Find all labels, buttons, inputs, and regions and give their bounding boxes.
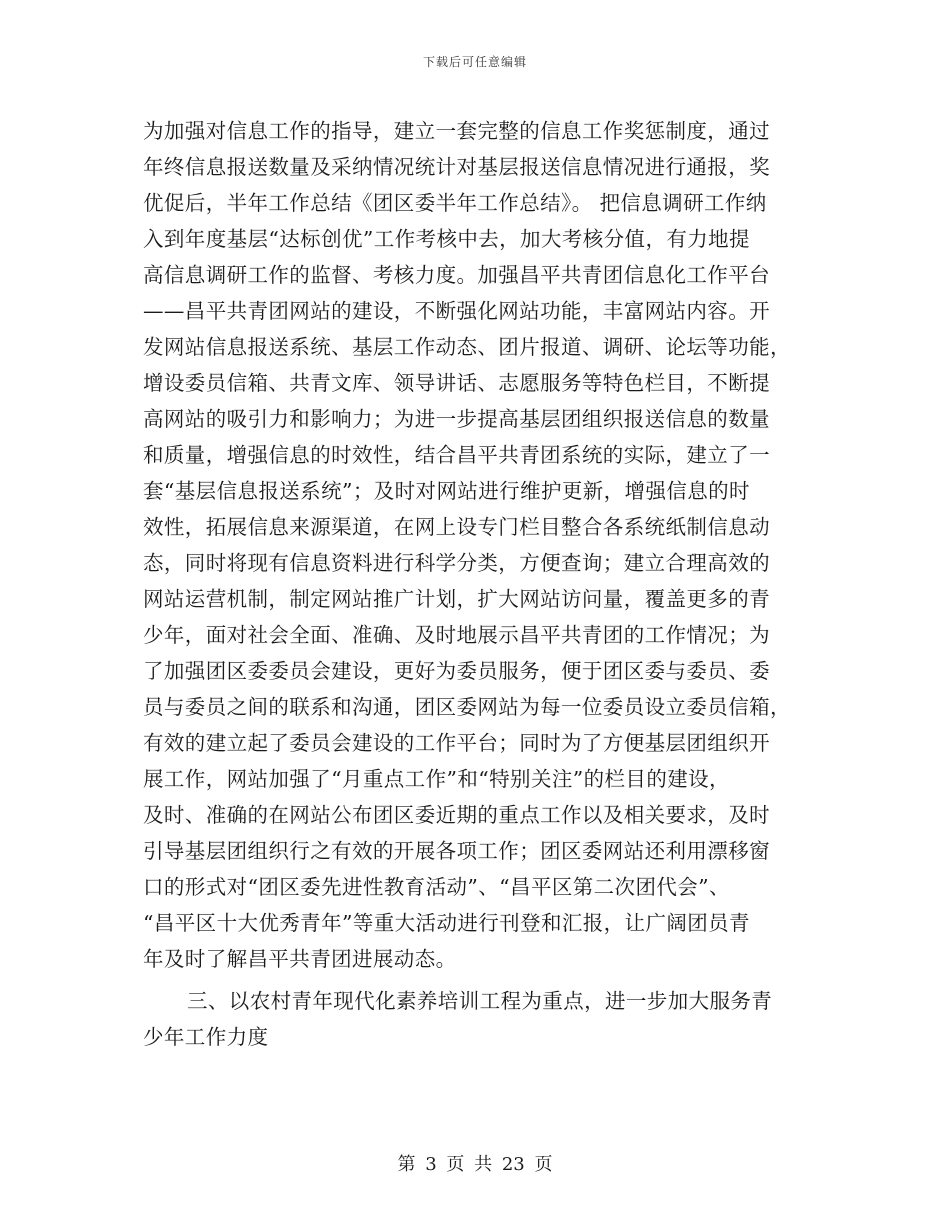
body-line: 口的形式对“团区委先进性教育活动”、“昌平区第二次团代会”、 (143, 875, 730, 899)
body-line: 为加强对信息工作的指导，建立一套完整的信息工作奖惩制度，通过 (143, 119, 770, 143)
body-paragraph (143, 113, 807, 977)
body-line: 套“基层信息报送系统”；及时对网站进行维护更新，增强信息的时 (143, 479, 750, 503)
section-heading-line: 少年工作力度 (143, 1025, 269, 1049)
body-line: 年及时了解昌平共青团进展动态。 (143, 947, 457, 971)
body-line: 入到年度基层“达标创优”工作考核中去，加大考核分值，有力地提 (143, 227, 750, 251)
body-line: 员与委员之间的联系和沟通，团区委网站为每一位委员设立委员信箱， (143, 695, 791, 719)
body-line: 有效的建立起了委员会建设的工作平台；同时为了方便基层团组织开 (143, 731, 770, 755)
page-number-footer: 第 3 页 共 23 页 (397, 1154, 553, 1175)
body-line: 网站运营机制，制定网站推广计划，扩大网站访问量，覆盖更多的青 (143, 587, 770, 611)
body-line: “昌平区十大优秀青年”等重大活动进行刊登和汇报，让广阔团员青 (143, 911, 750, 935)
page-header: 下载后可任意编辑 (422, 55, 527, 69)
body-line: 发网站信息报送系统、基层工作动态、团片报道、调研、论坛等功能， (143, 335, 791, 359)
body-line: 和质量，增强信息的时效性，结合昌平共青团系统的实际，建立了一 (143, 443, 770, 467)
body-line: 及时、准确的在网站公布团区委近期的重点工作以及相关要求，及时 (143, 803, 770, 827)
body-line: ——昌平共青团网站的建设，不断强化网站功能，丰富网站内容。开 (143, 299, 770, 323)
body-line: 少年，面对社会全面、准确、及时地展示昌平共青团的工作情况；为 (143, 623, 770, 647)
body-line: 增设委员信箱、共青文库、领导讲话、志愿服务等特色栏目，不断提 (143, 371, 770, 395)
body-line: 态，同时将现有信息资料进行科学分类，方便查询；建立合理高效的 (143, 551, 770, 575)
body-line: 优促后，半年工作总结《团区委半年工作总结》。 把信息调研工作纳 (143, 191, 767, 215)
section-heading (143, 983, 807, 1055)
body-line: 展工作，网站加强了“月重点工作”和“特别关注”的栏目的建设， (143, 767, 730, 791)
section-heading-line: 三、以农村青年现代化素养培训工程为重点，进一步加大服务青 (187, 989, 773, 1013)
body-line: 高信息调研工作的监督、考核力度。加强昌平共青团信息化工作平台 (143, 263, 770, 287)
body-line: 效性，拓展信息来源渠道，在网上设专门栏目整合各系统纸制信息动 (143, 515, 770, 539)
body-line: 年终信息报送数量及采纳情况统计对基层报送信息情况进行通报，奖 (143, 155, 770, 179)
body-line: 高网站的吸引力和影响力；为进一步提高基层团组织报送信息的数量 (143, 407, 770, 431)
document-body (143, 113, 807, 1055)
body-line: 引导基层团组织行之有效的开展各项工作；团区委网站还利用漂移窗 (143, 839, 770, 863)
body-line: 了加强团区委委员会建设，更好为委员服务，便于团区委与委员、委 (143, 659, 770, 683)
